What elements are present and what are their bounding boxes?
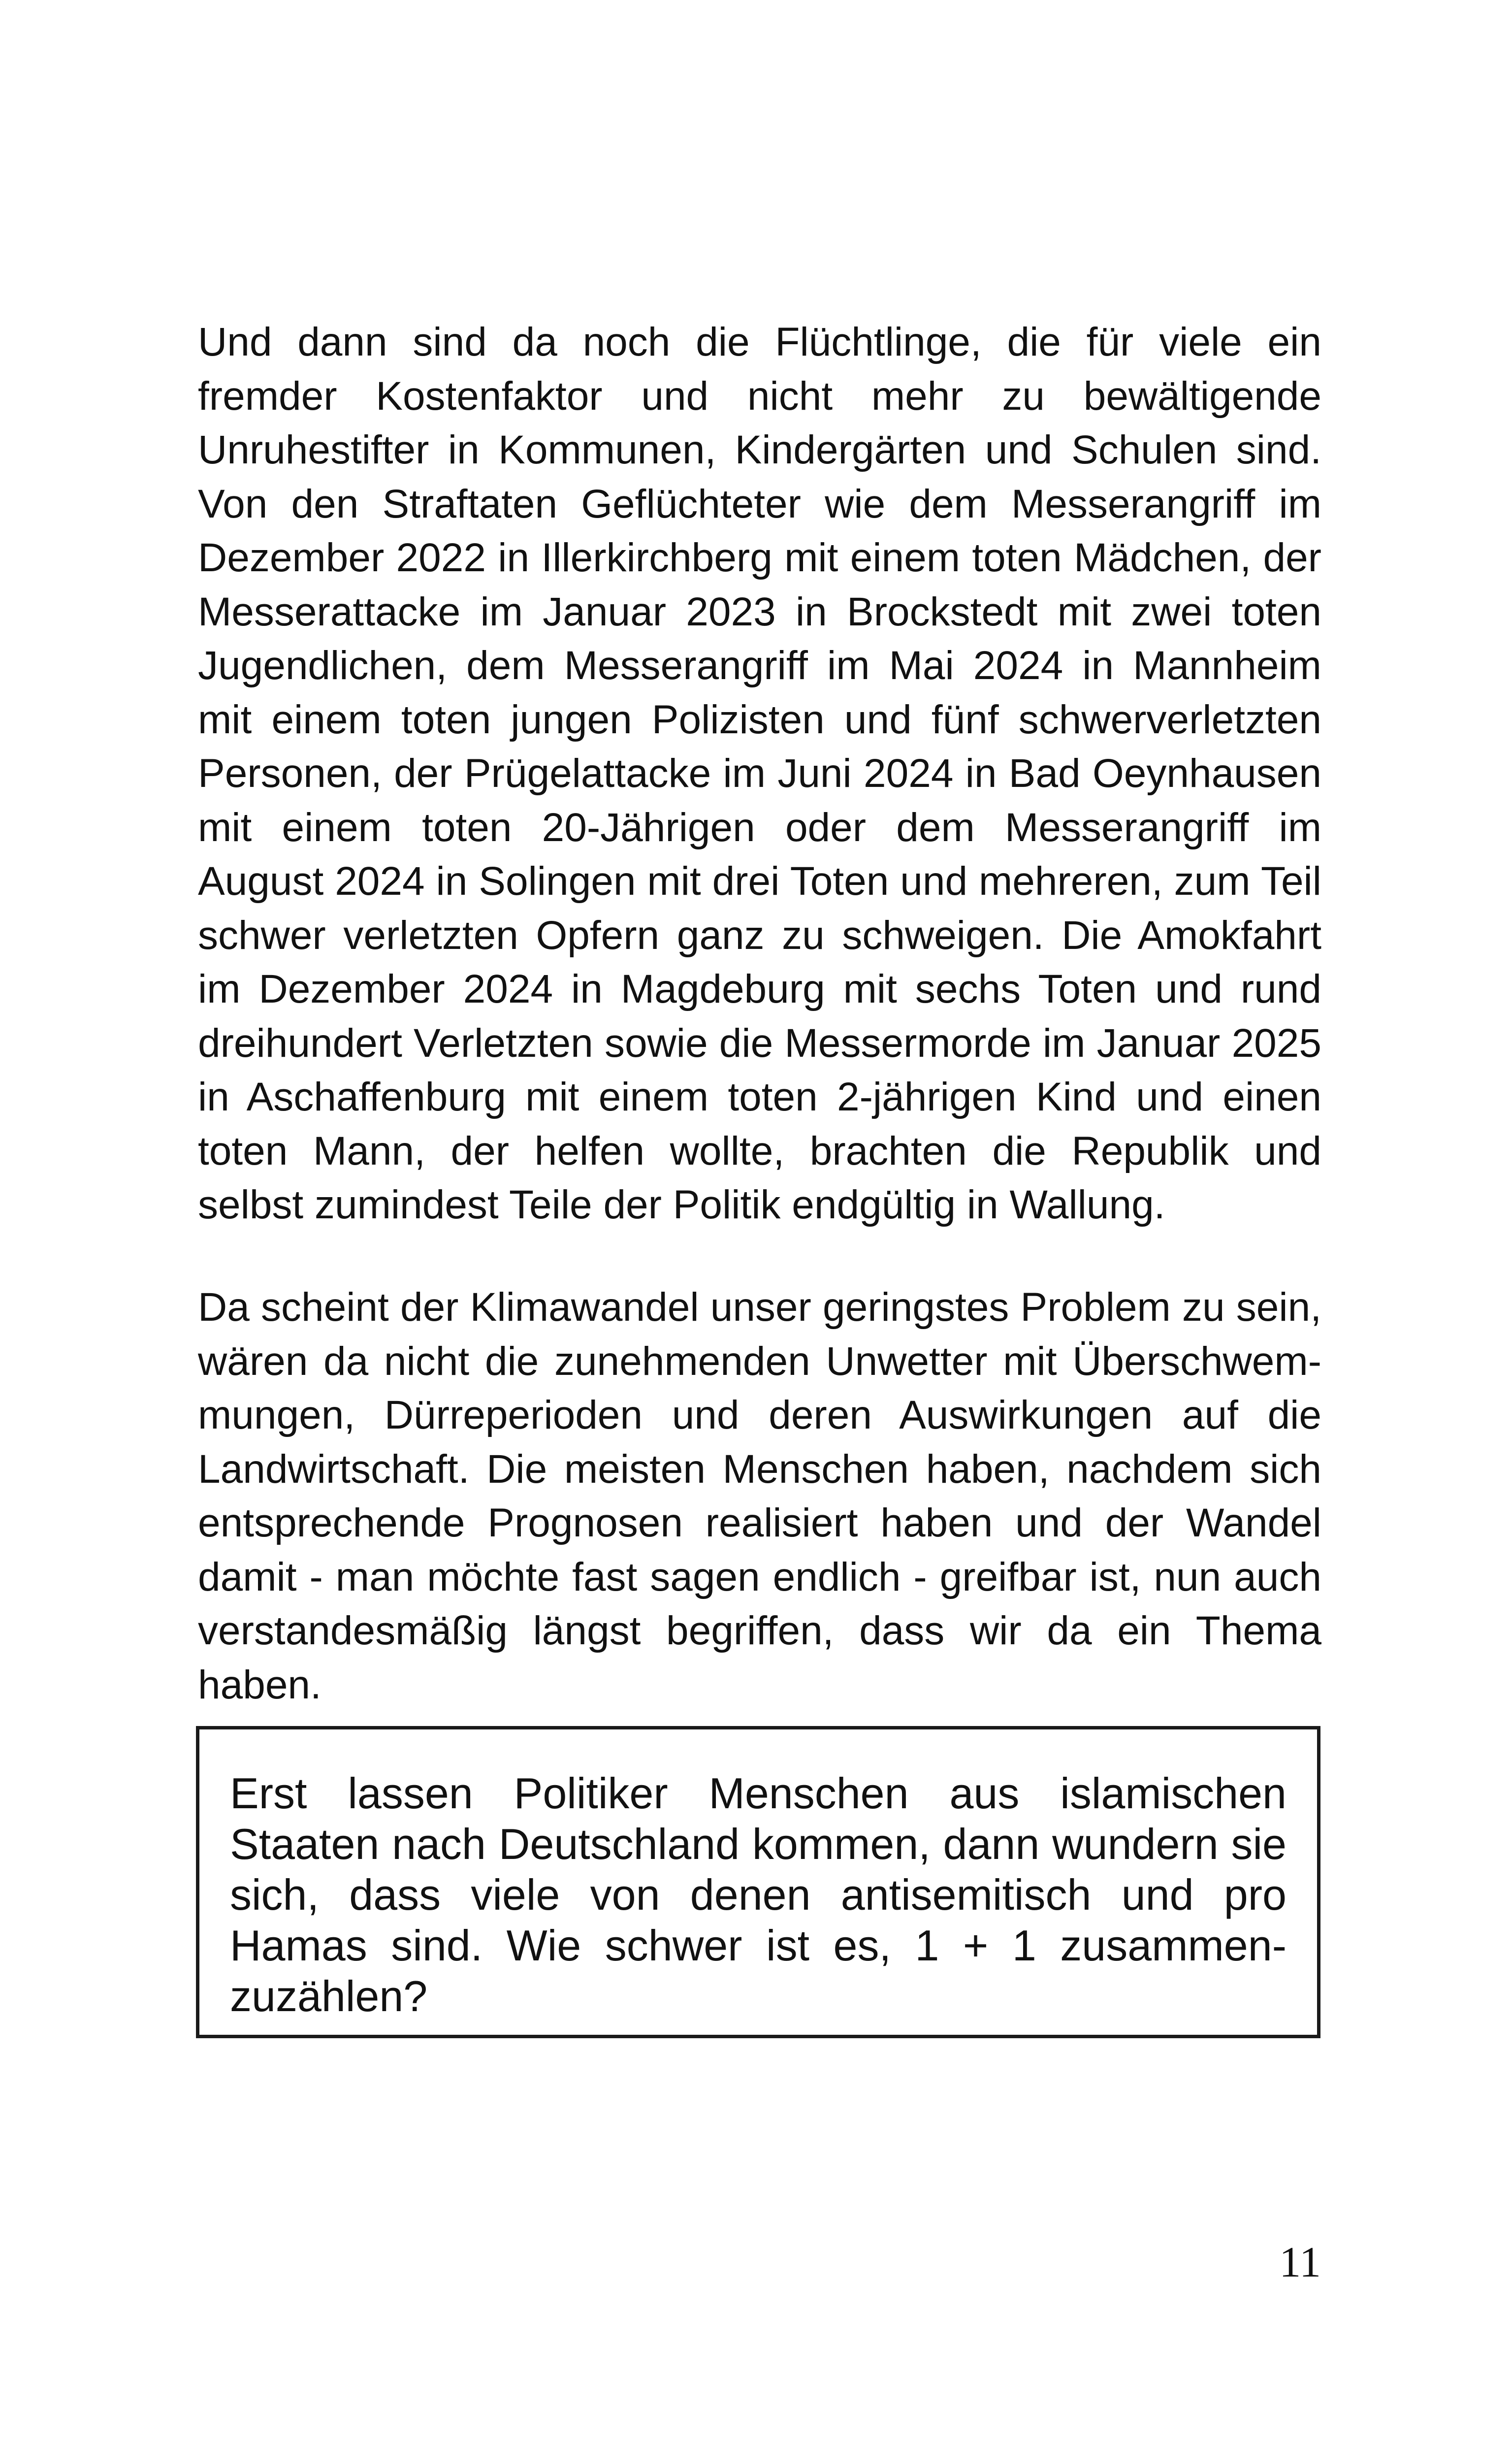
paragraph-text: Und dann sind da noch die Flüchtlinge, die für viele ein fremder Kostenfaktor und nicht mehr zu bewältigende Unruhestifter in Kommunen, Kindergärten und Schulen sind. Von den Straftaten Geflüchteter wie dem Messerangriff im Dezember 2022 in Illerkirchberg mit einem toten Mädchen, der Messerattacke im Januar 2023 in Brockstedt mit zwei toten Jugendlichen, dem Messerangriff im Mai 2024 in Mannheim mit einem toten jungen Polizisten und fünf schwerverletzten Personen, der Prügelattacke im Juni 2024 in Bad Oeynhausen mit einem toten 20-Jährigen oder dem Messerangriff im August 2024 in Solingen mit drei Toten und mehreren, zum Teil schwer verletzten Opfern ganz zu schweigen. Die Amokfahrt im Dezember 2024 in Magdeburg mit sechs Toten und rund dreihundert Verletzten sowie die Messermorde im Januar 2025 in Aschaffenburg mit einem toten 2-jährigen Kind und einen toten Mann, der helfen wollte, brachten die Republik und selbst zumindest Teile der Politik endgültig in Wallung. [198,320,1321,1227]
body-paragraph-1 [198,315,1321,1232]
quote-box [196,1726,1320,2038]
paragraph-text: Da scheint der Klimawandel unser geringstes Problem zu sein, wären da nicht die zunehmenden Unwetter mit Überschwemmungen, Dürreperioden und deren Auswirkungen auf die Landwirtschaft. Die meisten Menschen haben, nachdem sich entsprechende Prognosen realisiert haben und der Wandel damit - man möchte fast sagen endlich - greifbar ist, nun auch verstandesmäßig längst begriffen, dass wir da ein Thema haben. [198,1285,1321,1707]
body-paragraph-2 [198,1280,1321,1712]
quote-text: Erst lassen Politiker Menschen aus islamischen Staaten nach Deutschland kommen, dann wundern sie sich, dass viele von denen antisemitisch und pro Hamas sind. Wie schwer ist es, 1 + 1 zusammenzuzählen? [230,1769,1287,2020]
page-number: 11 [1279,2239,1321,2286]
